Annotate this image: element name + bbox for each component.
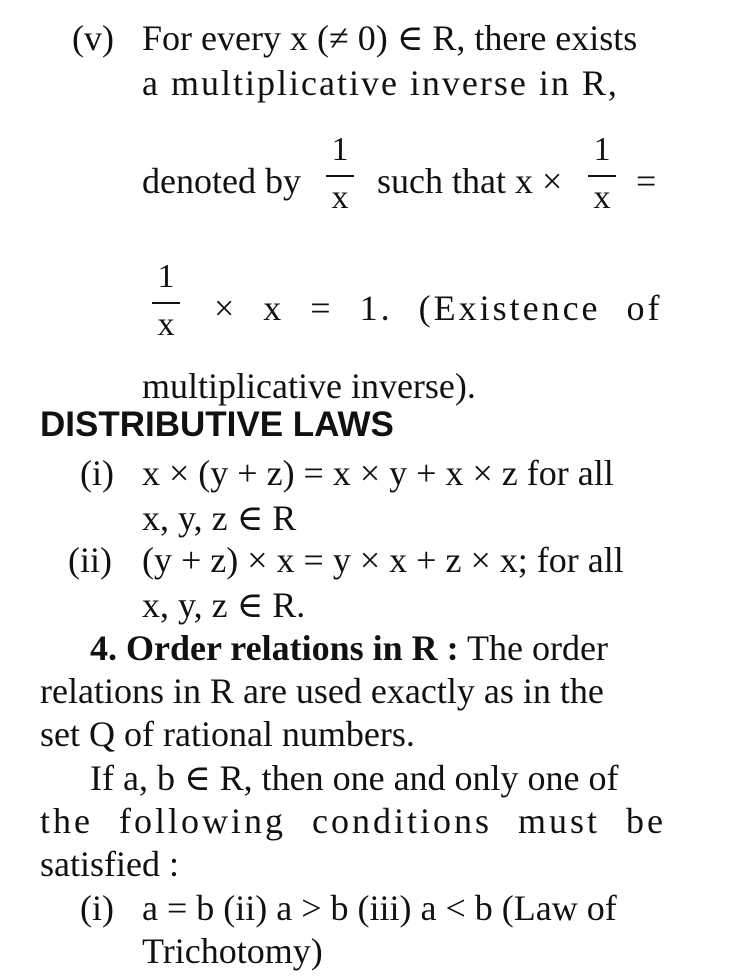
item-v-line3-prefix: denoted by bbox=[142, 161, 301, 201]
distributive-ii-label: (ii) bbox=[68, 540, 112, 580]
fraction-bar bbox=[326, 175, 354, 177]
fraction-one-over-x bbox=[320, 133, 360, 223]
fraction-numerator: 1 bbox=[593, 131, 611, 168]
item-v-line1 bbox=[142, 20, 656, 56]
fraction-bar bbox=[588, 175, 616, 177]
trichotomy-condition-label: (i) bbox=[80, 888, 114, 928]
distributive-ii-line1: (y + z) × x = y × x + z × x; for all bbox=[142, 540, 624, 580]
fraction-denominator: x bbox=[331, 179, 349, 216]
fraction-denominator: x bbox=[157, 306, 175, 343]
item-v-line2: a multiplicative inverse in R, bbox=[142, 63, 619, 103]
fraction-one-over-x bbox=[582, 133, 622, 223]
fraction-numerator: 1 bbox=[331, 131, 349, 168]
order-relations-paragraph-line3: set Q of rational numbers. bbox=[40, 714, 415, 754]
order-relations-paragraph-line2: relations in R are used exactly as in the bbox=[40, 671, 604, 711]
trichotomy-conditions-line2: Trichotomy) bbox=[142, 931, 323, 971]
trichotomy-paragraph-line3: satisfied : bbox=[40, 844, 179, 884]
order-relations-line1-rest: The order bbox=[467, 628, 608, 668]
trichotomy-paragraph-line2: the following conditions must be bbox=[40, 801, 666, 841]
distributive-i-line1: x × (y + z) = x × y + x × z for all bbox=[142, 453, 614, 493]
trichotomy-paragraph-line1: If a, b ∈ R, then one and only one of bbox=[90, 758, 619, 798]
item-v-line1-text: For every x (≠ 0) ∈ R, there exists bbox=[142, 18, 638, 58]
item-v-line4: × x = 1. (Existence of bbox=[214, 288, 663, 328]
item-v-line3-equals: = bbox=[636, 161, 657, 201]
trichotomy-conditions-line1: a = b (ii) a > b (iii) a < b (Law of bbox=[142, 888, 617, 928]
order-relations-title: 4. Order relations in R : bbox=[90, 628, 459, 668]
fraction-one-over-x bbox=[146, 260, 186, 350]
item-v-line3-middle: such that x × bbox=[377, 161, 563, 201]
order-relations-paragraph-line1 bbox=[90, 630, 608, 666]
section-heading-distributive-laws: DISTRIBUTIVE LAWS bbox=[40, 405, 394, 444]
fraction-bar bbox=[152, 302, 180, 304]
distributive-i-label: (i) bbox=[80, 453, 114, 493]
fraction-numerator: 1 bbox=[157, 258, 175, 295]
distributive-i-line2: x, y, z ∈ R bbox=[142, 498, 297, 538]
fraction-denominator: x bbox=[593, 179, 611, 216]
item-v-label: (v) bbox=[72, 18, 114, 58]
distributive-ii-line2: x, y, z ∈ R. bbox=[142, 585, 306, 625]
item-v-line5: multiplicative inverse). bbox=[142, 366, 476, 406]
